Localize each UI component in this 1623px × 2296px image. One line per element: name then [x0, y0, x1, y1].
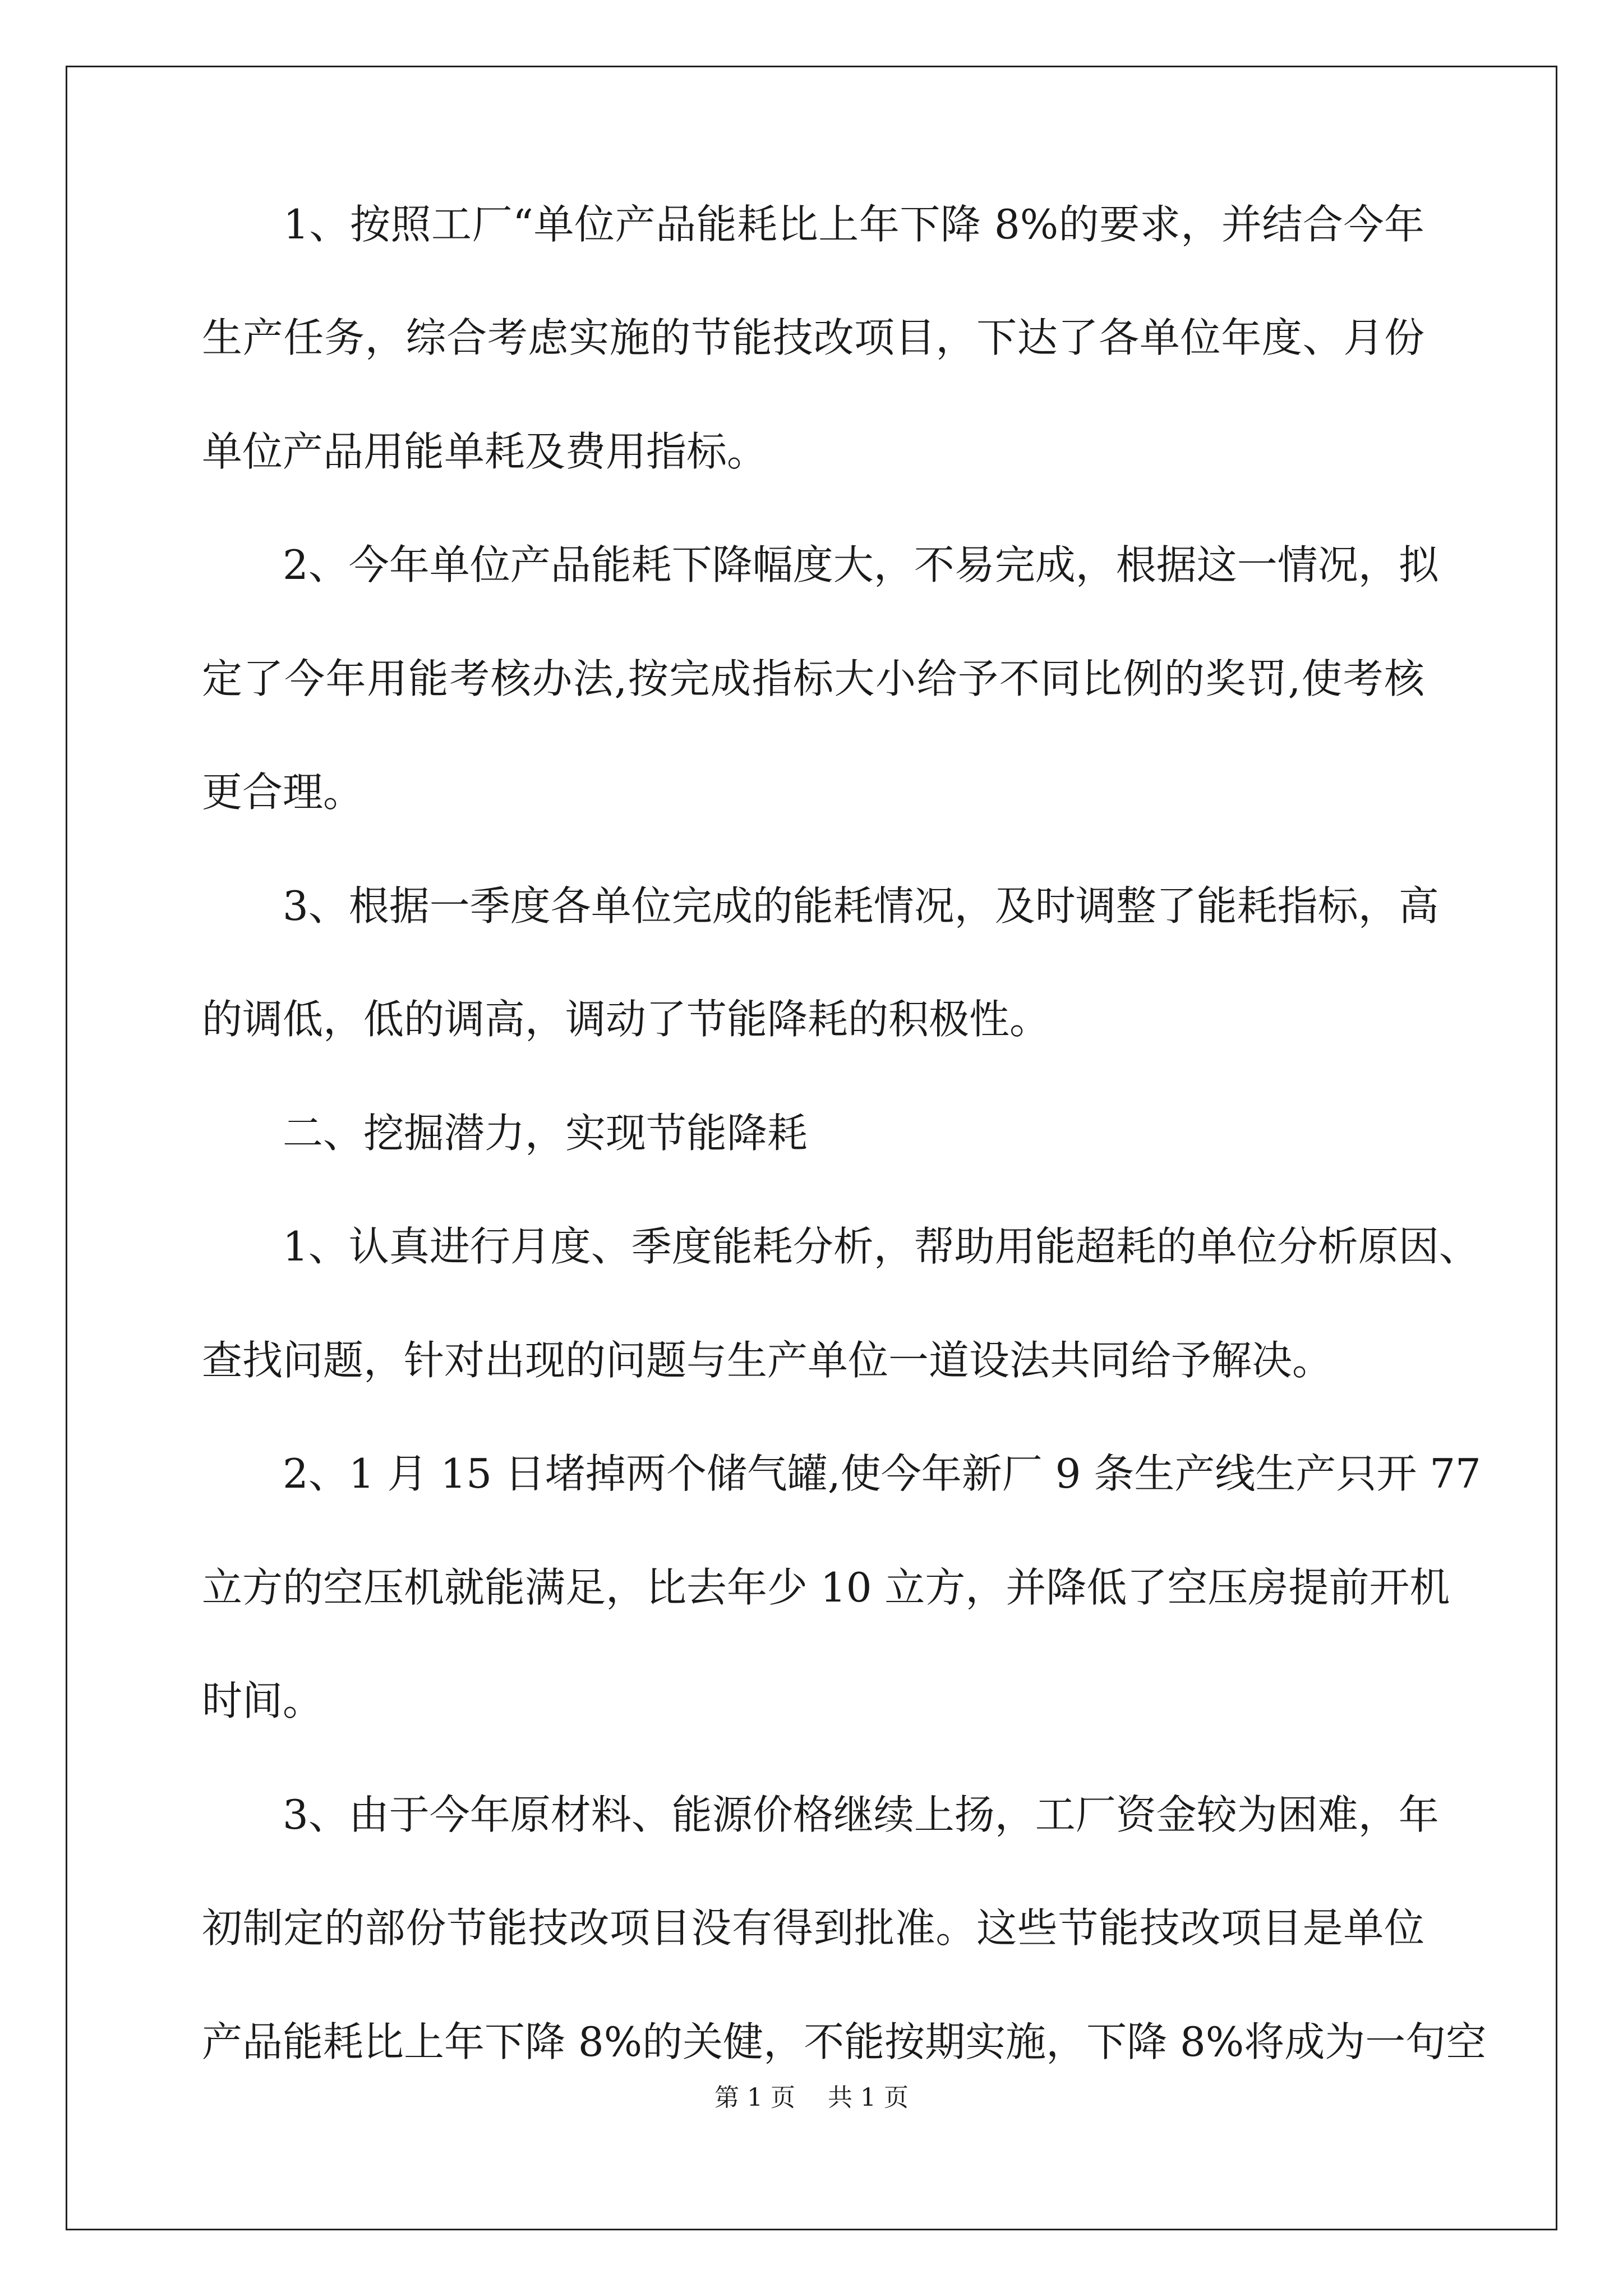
text-line: 的调低，低的调高，调动了节能降耗的积极性。 [202, 996, 1050, 1043]
text-line: 1、按照工厂“单位产品能耗比上年下降 8%的要求，并结合今年 [202, 201, 1424, 248]
text-line: 生产任务，综合考虑实施的节能技改项目，下达了各单位年度、月份 [202, 314, 1424, 361]
page-number-footer: 第 1 页 共 1 页 [714, 2083, 909, 2112]
text-line: 3、根据一季度各单位完成的能耗情况，及时调整了能耗指标，高 [202, 882, 1439, 930]
text-line: 2、1 月 15 日堵掉两个储气罐,使今年新厂 9 条生产线生产只开 77 [202, 1450, 1481, 1497]
text-line: 立方的空压机就能满足，比去年少 10 立方，并降低了空压房提前开机 [202, 1564, 1450, 1611]
text-line: 产品能耗比上年下降 8%的关健，不能按期实施，下降 8%将成为一句空 [202, 2018, 1487, 2065]
text-line: 查找问题，针对出现的问题与生产单位一道设法共同给予解决。 [202, 1337, 1333, 1384]
text-line: 1、认真进行月度、季度能耗分析，帮助用能超耗的单位分析原因、 [202, 1223, 1479, 1270]
text-line: 更合理。 [202, 769, 364, 816]
text-line: 定了今年用能考核办法,按完成指标大小给予不同比例的奖罚,使考核 [202, 655, 1424, 702]
text-line: 时间。 [202, 1677, 324, 1724]
section-heading: 二、挖掘潜力，实现节能降耗 [202, 1110, 808, 1157]
text-line: 3、由于今年原材料、能源价格继续上扬，工厂资金较为困难，年 [202, 1791, 1439, 1838]
text-line: 2、今年单位产品能耗下降幅度大，不易完成，根据这一情况，拟 [202, 541, 1439, 588]
text-line: 单位产品用能单耗及费用指标。 [202, 428, 768, 475]
text-line: 初制定的部份节能技改项目没有得到批准。这些节能技改项目是单位 [202, 1904, 1424, 1952]
